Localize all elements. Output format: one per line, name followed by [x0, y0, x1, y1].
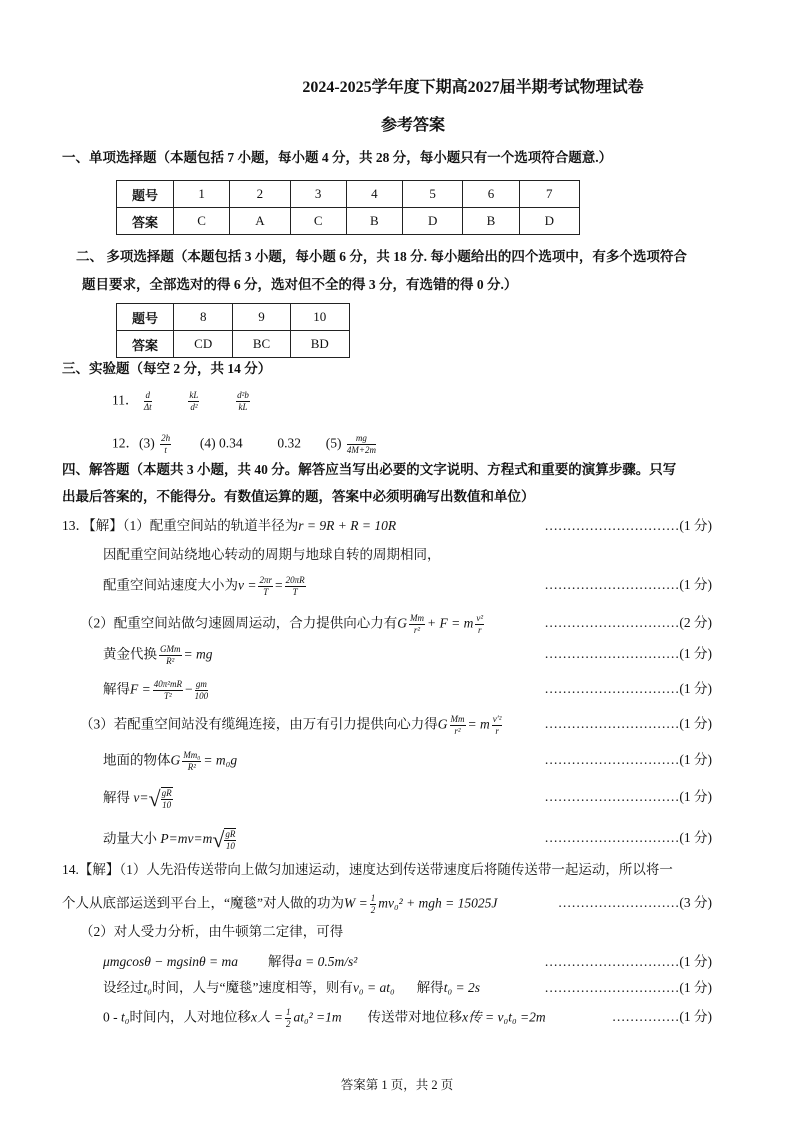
- table-row: [117, 304, 350, 331]
- score: ……………(1 分): [611, 1009, 712, 1024]
- text: 设经过: [103, 980, 144, 995]
- table-row: [117, 208, 580, 235]
- denominator: 2: [370, 905, 376, 915]
- numerator: gm: [195, 679, 207, 689]
- formula: a = 0.5m/s²: [295, 954, 358, 969]
- numerator: Mm₀: [183, 750, 201, 760]
- q13-line-8: [103, 750, 237, 773]
- table-cell: D: [519, 208, 579, 235]
- text: 解得: [103, 681, 130, 697]
- denominator: R²: [187, 762, 196, 772]
- q13-line-9: [103, 787, 175, 811]
- formula: G: [397, 615, 407, 631]
- formula: v =: [238, 577, 257, 593]
- fraction: [409, 613, 425, 636]
- numerator: v′²: [492, 714, 502, 724]
- q11-label: 11．: [112, 392, 139, 408]
- score: …………………………(1 分): [544, 752, 712, 767]
- q13-line-6: [103, 679, 210, 702]
- section4-heading: 四、解答题（本题共 3 小题，共 40 分。解答应当写出必要的文字说明、方程式和重要的演算步骤。只写: [62, 462, 677, 477]
- numerator: 2h: [161, 433, 171, 443]
- text: 0 -: [103, 1009, 121, 1025]
- table-cell: 7: [519, 181, 579, 208]
- q14-line-3: （2）对人受力分析，由牛顿第二定律，可得: [80, 924, 344, 939]
- formula: mv₀² + mgh = 15025J: [378, 895, 498, 911]
- formula: v=: [133, 790, 149, 806]
- numerator: v²: [476, 613, 484, 623]
- q14-line-4: [103, 952, 357, 972]
- text: 13．【解】（1）配重空间站的轨道半径为: [62, 518, 299, 533]
- q14-line-6: [103, 1007, 546, 1030]
- score: …………………………(1 分): [544, 980, 712, 995]
- table-cell: 6: [463, 181, 519, 208]
- answer-table-single: [116, 180, 580, 235]
- denominator: r: [495, 726, 499, 736]
- numerator: gR: [225, 829, 236, 839]
- table-cell: 5: [402, 181, 462, 208]
- numerator: 20πR: [285, 575, 305, 585]
- formula: F =: [130, 681, 151, 697]
- q12-answer-5: [347, 433, 376, 456]
- formula: = m₀g: [203, 752, 238, 768]
- page-footer: 答案第 1 页，共 2 页: [340, 1078, 454, 1092]
- text: 配重空间站速度大小为: [103, 577, 238, 593]
- text: 黄金代换: [103, 646, 157, 662]
- q11-answer-2: [188, 390, 199, 413]
- numerator: kL: [189, 390, 199, 400]
- q12-label: 12．(3): [112, 435, 155, 451]
- q14-line-1: 14.【解】（1）人先沿传送带向上做匀加速运动，速度达到传送带速度后将随传送带一起运动，所以将一: [62, 862, 673, 877]
- fraction: [224, 828, 236, 852]
- q11-answers: [112, 390, 252, 413]
- q12-answer-5-label: (5): [325, 435, 342, 451]
- section2-heading: 二、 多项选择题（本题包括 3 小题，每小题 6 分，共 18 分. 每小题给出的四个选项中，有多个选项符合: [76, 249, 687, 264]
- formula: x传 = v₀t₀ =2m: [462, 1009, 546, 1025]
- numerator: 1: [370, 893, 376, 903]
- denominator: 4M+2m: [346, 445, 376, 455]
- q11-answer-1: [144, 390, 152, 413]
- q13-line-5: [103, 644, 212, 667]
- fraction: [153, 679, 183, 702]
- table-cell: C: [174, 208, 230, 235]
- table-cell: C: [290, 208, 346, 235]
- q13-line-1: [62, 516, 396, 536]
- q12-answer-3: [160, 433, 171, 456]
- numerator: 2πr: [259, 575, 272, 585]
- text: 动量大小: [103, 831, 161, 847]
- table-cell: 4: [346, 181, 402, 208]
- fraction: [475, 613, 484, 636]
- fraction: [370, 893, 377, 916]
- denominator: 10: [162, 800, 172, 810]
- formula: + F = m: [427, 615, 474, 631]
- fraction: [258, 575, 273, 598]
- fraction: [161, 787, 173, 811]
- formula: = mg: [183, 646, 213, 662]
- denominator: T²: [163, 691, 172, 701]
- denominator: r: [477, 625, 482, 635]
- formula: −: [184, 681, 193, 697]
- formula: P=mv=m: [160, 831, 213, 847]
- score: …………………………(2 分): [544, 615, 712, 630]
- denominator: kL: [238, 402, 248, 412]
- q12-answer-4a: (4) 0.34: [199, 435, 243, 451]
- fraction: [492, 714, 503, 737]
- row-label: 答案: [117, 331, 174, 358]
- table-cell: BC: [233, 331, 290, 358]
- denominator: d²: [190, 402, 198, 412]
- table-cell: 3: [290, 181, 346, 208]
- row-label: 题号: [117, 304, 174, 331]
- q14-line-5: [103, 978, 480, 998]
- score: …………………………(1 分): [544, 577, 712, 592]
- formula: t₀ = 2s: [443, 980, 480, 995]
- table-cell: 9: [233, 304, 290, 331]
- text: 地面的物体: [103, 752, 171, 768]
- score: ………………………(3 分): [557, 895, 712, 910]
- denominator: T: [292, 587, 298, 597]
- formula: t₀: [121, 1009, 130, 1025]
- formula: v₀ = at₀: [352, 980, 395, 995]
- formula: x人 =: [250, 1009, 283, 1025]
- text: （2）配重空间站做匀速圆周运动，合力提供向心力有: [80, 615, 398, 631]
- score: …………………………(1 分): [544, 646, 712, 661]
- table-row: [117, 181, 580, 208]
- q13-line-4: [80, 613, 486, 636]
- fraction: [159, 644, 182, 667]
- numerator: GMm: [160, 644, 181, 654]
- section4-heading-cont: 出最后答案的，不能得分。有数值运算的题，答案中必须明确写出数值和单位）: [62, 489, 535, 504]
- text: （3）若配重空间站没有缆绳连接，由万有引力提供向心力得: [80, 716, 438, 732]
- table-cell: 10: [290, 304, 349, 331]
- denominator: T: [263, 587, 269, 597]
- denominator: 10: [225, 841, 235, 851]
- score: …………………………(1 分): [544, 954, 712, 969]
- denominator: 100: [194, 691, 209, 701]
- denominator: t: [164, 445, 167, 455]
- text: 个人从底部运送到平台上，“魔毯”对人做的功为: [62, 895, 344, 911]
- section3-heading: 三、实验题（每空 2 分，共 14 分）: [62, 361, 272, 376]
- denominator: Δt: [143, 402, 152, 412]
- q13-line-7: [80, 714, 504, 737]
- fraction: [285, 575, 306, 598]
- denominator: R²: [166, 656, 175, 666]
- numerator: gR: [161, 788, 172, 798]
- denominator: 2: [285, 1019, 291, 1029]
- table-cell: 1: [174, 181, 230, 208]
- table-cell: 8: [174, 304, 233, 331]
- text: 时间，人与“魔毯”速度相等，则有: [151, 980, 353, 995]
- formula: G: [437, 716, 448, 732]
- table-cell: B: [463, 208, 519, 235]
- text: 传送带对地位移: [367, 1009, 463, 1025]
- numerator: 40π²mR: [153, 679, 182, 689]
- text: 解得: [268, 954, 296, 969]
- q12-answers: [112, 433, 378, 456]
- table-cell: BD: [290, 331, 349, 358]
- exam-title: 2024-2025学年度下期高2027届半期考试物理试卷: [302, 79, 644, 96]
- row-label: 答案: [117, 208, 174, 235]
- score: …………………………(1 分): [544, 789, 712, 804]
- numerator: d²b: [237, 390, 249, 400]
- q11-answer-3: [236, 390, 250, 413]
- answer-table-multiple: [116, 303, 350, 358]
- table-row: [117, 331, 350, 358]
- section1-heading: 一、单项选择题（本题包括 7 小题，每小题 4 分，共 28 分，每小题只有一个选项符合题意.）: [62, 150, 613, 165]
- formula: r = 9R + R = 10R: [298, 518, 397, 533]
- formula: at₀² =1m: [293, 1009, 342, 1025]
- numerator: 1: [285, 1007, 291, 1017]
- q12-answer-4b: 0.32: [277, 435, 301, 451]
- numerator: Mm: [410, 613, 424, 623]
- section2-heading-cont: 题目要求，全部选对的得 6 分，选对但不全的得 3 分，有选错的得 0 分.）: [82, 277, 518, 292]
- denominator: r²: [413, 625, 421, 635]
- denominator: r²: [454, 726, 461, 736]
- score: …………………………(1 分): [544, 716, 712, 731]
- score: …………………………(1 分): [544, 518, 712, 533]
- formula: = m: [467, 716, 490, 732]
- table-cell: 2: [230, 181, 290, 208]
- square-root: √ $\frac{gR}{10}$: [212, 827, 236, 852]
- numerator: mg: [347, 433, 376, 445]
- fraction: [182, 750, 201, 773]
- table-cell: CD: [174, 331, 233, 358]
- q14-line-2: [62, 893, 497, 916]
- table-cell: B: [346, 208, 402, 235]
- row-label: 题号: [117, 181, 174, 208]
- text: 解得: [416, 980, 444, 995]
- fraction: [195, 679, 209, 702]
- table-cell: A: [230, 208, 290, 235]
- q13-line-2: 因配重空间站绕地心转动的周期与地球自转的周期相同，: [103, 547, 441, 562]
- table-cell: D: [402, 208, 462, 235]
- formula: μmgcosθ − mgsinθ = ma: [103, 954, 239, 969]
- fraction: [450, 714, 466, 737]
- square-root: √ $\frac{gR}{10}$: [148, 786, 172, 811]
- score: …………………………(1 分): [544, 830, 712, 845]
- formula: G: [170, 752, 181, 768]
- fraction: [285, 1007, 292, 1030]
- q13-line-3: [103, 575, 308, 598]
- formula: =: [275, 577, 283, 593]
- numerator: d: [145, 390, 151, 400]
- score: …………………………(1 分): [544, 681, 712, 696]
- text: 时间内，人对地位移: [129, 1009, 251, 1025]
- page-subtitle: 参考答案: [380, 117, 445, 134]
- formula: W =: [343, 895, 368, 911]
- formula: t₀: [143, 980, 152, 995]
- q13-line-10: [103, 828, 238, 852]
- text: 解得: [103, 790, 134, 806]
- numerator: Mm: [450, 714, 465, 724]
